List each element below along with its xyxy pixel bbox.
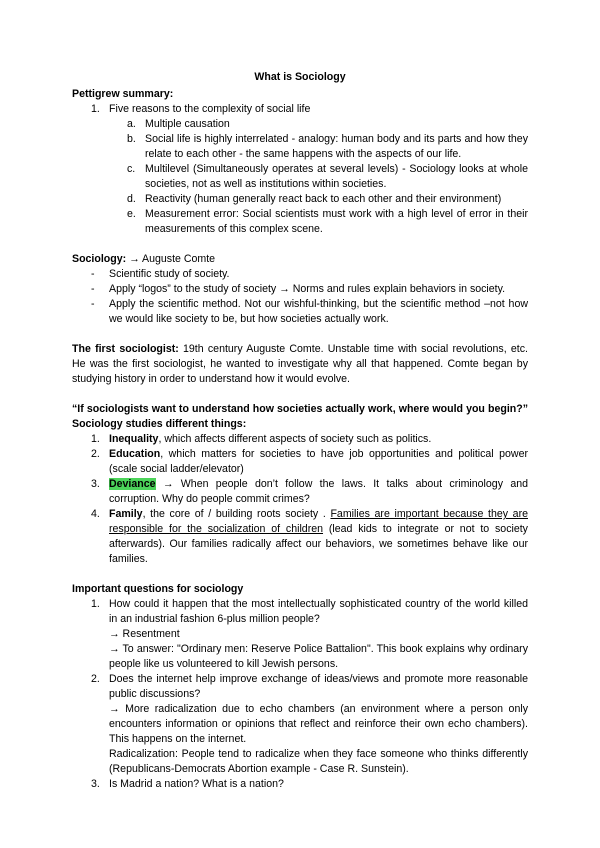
- list-item-text: , the core of / building roots society .: [142, 508, 331, 520]
- list-item: [72, 297, 528, 327]
- list-item-term: Education: [109, 448, 161, 460]
- sociology-heading: Sociology:: [72, 253, 127, 265]
- question-text: Does the internet help improve exchange of ideas/views and promote more reasonable public discussions?: [109, 673, 528, 700]
- sub-list-marker: b.: [127, 133, 136, 145]
- list-item: [72, 672, 528, 777]
- list-marker: 2.: [91, 448, 100, 460]
- document-page: [72, 70, 528, 792]
- sub-list-item: [72, 207, 528, 237]
- list-marker: 3.: [91, 778, 100, 790]
- studies-heading: “If sociologists want to understand how societies actually work, where would you begin?” Sociology studies different things:: [72, 403, 528, 430]
- list-marker: 1.: [91, 433, 100, 445]
- sub-list-marker: e.: [127, 208, 136, 220]
- question-text: Is Madrid a nation? What is a nation?: [109, 778, 284, 790]
- answer-line: → Resentment: [109, 628, 180, 640]
- first-sociologist-paragraph: [72, 342, 528, 387]
- list-item: [72, 477, 528, 507]
- list-marker: 2.: [91, 673, 100, 685]
- list-item: [72, 102, 528, 117]
- sociology-heading-rest: → Auguste Comte: [126, 253, 216, 265]
- question-text: How could it happen that the most intellectually sophisticated country of the world killed in an industrial fashion 6-plus million people?: [109, 598, 528, 625]
- sub-list-marker: a.: [127, 118, 136, 130]
- sub-list-text: Social life is highly interrelated - analogy: human body and its parts and how they relate to each other - the same happens with the aspects of our life.: [145, 133, 528, 160]
- pettigrew-heading: Pettigrew summary:: [72, 88, 174, 100]
- list-marker: 1.: [91, 598, 100, 610]
- list-item-text: Apply “logos” to the study of society → Norms and rules explain behaviors in society.: [109, 283, 506, 295]
- list-marker: 1.: [91, 103, 100, 115]
- list-item-term: Inequality: [109, 433, 159, 445]
- list-item-term: Family: [109, 508, 143, 520]
- list-item-text: , which matters for societies to have job opportunities and political power (scale social ladder/elevator): [109, 448, 528, 475]
- list-item: [72, 507, 528, 567]
- highlighted-term: Deviance: [109, 478, 156, 490]
- sub-list-text: Measurement error: Social scientists must work with a high level of error in their measurements of this complex scene.: [145, 208, 528, 235]
- list-marker: 4.: [91, 508, 100, 520]
- answer-line: → More radicalization due to echo chambers (an environment where a person only encounters information or opinions that reflect and reinforce their own echo chambers). This happens on the internet.: [109, 703, 528, 745]
- studies-section: [72, 402, 528, 567]
- list-item: [72, 432, 528, 447]
- list-item: [72, 447, 528, 477]
- list-item-text: , which affects different aspects of society such as politics.: [158, 433, 432, 445]
- pettigrew-section: [72, 87, 528, 237]
- underlined-text: Families are important because they are responsible for the socialization of children: [109, 508, 528, 535]
- sociology-section: [72, 252, 528, 327]
- sub-list-text: Reactivity (human generally react back to each other and their environment): [145, 193, 502, 205]
- list-item: [72, 282, 528, 297]
- document-title: What is Sociology: [254, 71, 346, 83]
- answer-line: → To answer: "Ordinary men: Reserve Police Battalion". This book explains why ordinary people like us volunteered to kill Jewish persons.: [109, 643, 528, 670]
- first-sociologist-label: The first sociologist:: [72, 343, 179, 355]
- list-item: [72, 777, 528, 792]
- sociology-heading-line: [72, 252, 528, 267]
- sub-list-marker: c.: [127, 163, 136, 175]
- list-marker: -: [91, 298, 95, 310]
- list-item-text: Apply the scientific method. Not our wishful-thinking, but the scientific method –not how we would like society to be, but how societies actually work.: [109, 298, 528, 325]
- sub-list-item: [72, 117, 528, 132]
- first-sociologist-text: 19th century Auguste Comte. Unstable time with social revolutions, etc. He was the first sociologist, he wanted to investigate why all that happened. Comte began by studying history in order to understand how it would evolve.: [72, 343, 528, 385]
- sub-list-item: [72, 162, 528, 192]
- list-item: [72, 597, 528, 672]
- questions-section: [72, 582, 528, 792]
- list-marker: 3.: [91, 478, 100, 490]
- list-item: [72, 267, 528, 282]
- list-item-text: Scientific study of society.: [109, 268, 230, 280]
- list-marker: -: [91, 268, 95, 280]
- sub-list-text: Multiple causation: [145, 118, 230, 130]
- answer-line: Radicalization: People tend to radicalize when they face someone who thinks differently (Republicans-Democrats Abortion example - Case R. Sunstein).: [109, 748, 528, 775]
- list-item-text: → When people don’t follow the laws. It talks about criminology and corruption. Why do people commit crimes?: [109, 478, 528, 505]
- sub-list-item: [72, 132, 528, 162]
- sub-list-marker: d.: [127, 193, 136, 205]
- sub-list-item: [72, 192, 528, 207]
- questions-heading: Important questions for sociology: [72, 583, 244, 595]
- list-marker: -: [91, 283, 95, 295]
- list-item-text-continued: (lead kids to integrate or not to society afterwards). Our families radically affect our behaviors, we sometimes behave like our families.: [109, 523, 528, 565]
- list-item-text: Five reasons to the complexity of social life: [109, 103, 311, 115]
- sub-list-text: Multilevel (Simultaneously operates at several levels) - Sociology looks at whole societies, not as well as institutions within societies.: [145, 163, 528, 190]
